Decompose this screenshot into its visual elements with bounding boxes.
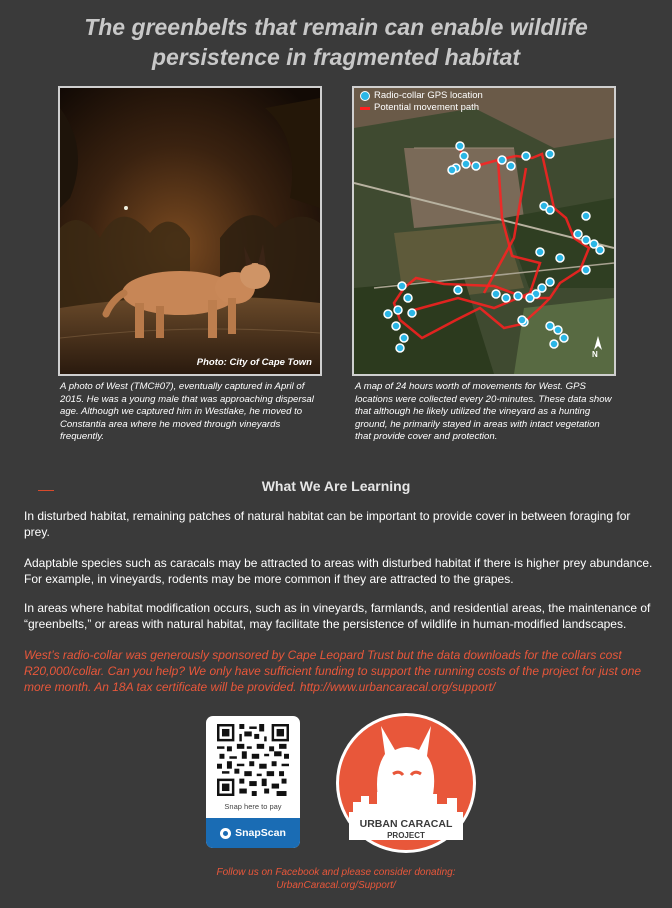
movement-path-icon [360,107,370,110]
legend-gps-row [360,90,483,102]
map-caption: A map of 24 hours worth of movements for West. GPS locations were collected every 20-minutes. These data show that although he likely utilized the vineyard as a hunting ground, he primarily stayed in areas with intact vegetation that provide cover and protection. [355,381,612,442]
snapscan-card[interactable] [206,716,300,848]
snapscan-logo-icon [220,828,231,839]
qr-code-icon[interactable] [217,724,289,796]
title-line-1: The greenbelts that remain can enable wildlife [84,14,588,40]
section-heading: What We Are Learning [261,478,411,494]
movement-map-illustration [354,88,614,374]
footer-support-link[interactable]: UrbanCaracal.org/Support/ [276,880,396,891]
learning-paragraph-3: In areas where habitat modification occurs, such as in vineyards, farmlands, and residential areas, the maintenance of “greenbelts,” or areas with natural habitat, may facilitate the persistence of wildlife in human-modified landscapes. [24,601,651,631]
logo-text-line-1: URBAN CARACAL [359,818,453,830]
legend-path-label: Potential movement path [374,102,480,113]
map-legend [360,90,483,114]
photo-caption: A photo of West (TMC#07), eventually captured in April of 2015. He was a young male that was approaching dispersal age. Although we captured him in Westlake, he moved to Constantia area where he moved through vineyards frequently. [60,381,314,442]
snapscan-brand-bar [206,818,300,848]
donation-appeal: West’s radio-collar was generously sponsored by Cape Leopard Trust but the data downloads for the collars cost R20,000/collar. Can you help? We only have sufficient funding to support the running costs of the project for just one more month. An 18A tax certificate will be provided. http://www.urbancaracal.org/support/ [24,648,642,694]
page-title [0,12,672,72]
photo-credit: Photo: City of Cape Town [196,357,312,368]
legend-path-row [360,102,483,114]
gps-point-icon [360,91,370,101]
footer-line-1: Follow us on Facebook and please consider donating: [216,867,456,878]
learning-paragraph-1: In disturbed habitat, remaining patches of natural habitat can be important to provide cover in between foraging for prey. [24,509,631,539]
urban-caracal-logo-icon [335,712,477,854]
logo-text-line-2: PROJECT [387,831,425,840]
caracal-photo [58,86,322,376]
legend-gps-label: Radio-collar GPS location [374,90,483,101]
snapscan-brand-label: SnapScan [235,827,286,839]
movement-map [352,86,616,376]
title-line-2: persistence in fragmented habitat [151,44,521,70]
learning-paragraph-2: Adaptable species such as caracals may be attracted to areas with disturbed habitat if there is higher prey abundance. For example, in vineyards, rodents may be more common if they are attracted to the grapes. [24,556,653,586]
footer [0,866,672,892]
north-arrow-label: N [592,350,598,359]
snap-to-pay-label: Snap here to pay [224,802,282,811]
caracal-photo-illustration [60,88,320,374]
